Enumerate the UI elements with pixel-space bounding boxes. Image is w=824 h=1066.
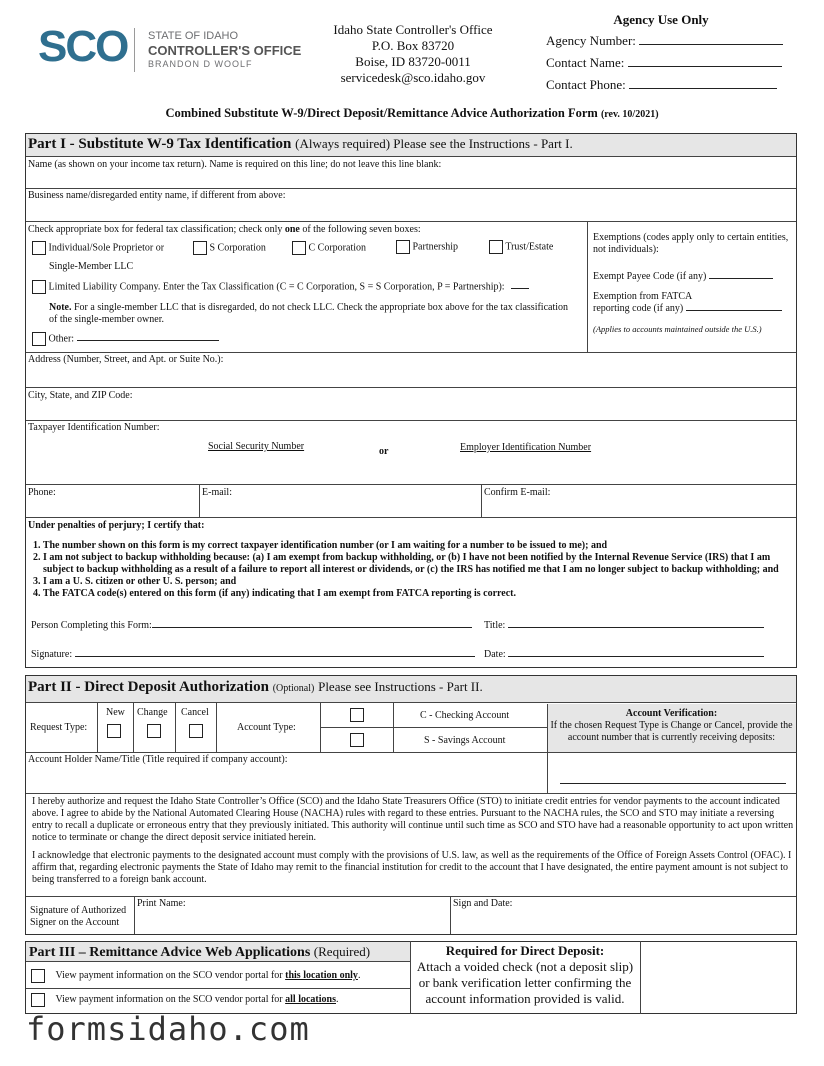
part3-required: (Required) xyxy=(313,944,371,959)
other-label: Other: xyxy=(48,333,75,345)
llc-label: Limited Liability Company. Enter the Tax Classification (C = C Corporation, S = S Corporation, P = Partnership): xyxy=(48,281,505,293)
signature-field[interactable] xyxy=(75,656,475,657)
other-checkbox[interactable] xyxy=(32,332,46,346)
individual-checkbox[interactable] xyxy=(32,241,46,255)
confirm-email-label: Confirm E-mail: xyxy=(484,487,551,498)
print-name-label: Print Name: xyxy=(137,898,186,909)
date-label: Date: xyxy=(484,649,506,660)
account-type-label: Account Type: xyxy=(237,722,296,733)
perjury-heading: Under penalties of perjury; I certify that: xyxy=(28,520,205,531)
single-member-label: Single-Member LLC xyxy=(49,261,134,272)
authorization-text xyxy=(32,796,794,886)
verification-text: If the chosen Request Type is Change or Cancel, provide the account number that is currently receiving deposits: xyxy=(550,720,793,743)
phone-field[interactable] xyxy=(26,499,198,516)
person-completing-label: Person Completing this Form: xyxy=(31,620,152,631)
certification-list xyxy=(33,540,791,600)
name-field[interactable] xyxy=(26,170,796,188)
part2-optional: (Optional) xyxy=(272,683,315,694)
address-label: Address (Number, Street, and Apt. or Suite No.): xyxy=(28,354,224,365)
date-field[interactable] xyxy=(508,656,764,657)
verification-account-field[interactable] xyxy=(560,770,786,784)
c-corp-label: C Corporation xyxy=(308,242,366,254)
s-corp-checkbox[interactable] xyxy=(193,241,207,255)
change-label: Change xyxy=(137,707,168,718)
this-location-label: View payment information on the SCO vendor portal for this location only. xyxy=(55,970,361,982)
fatca-label-1: Exemption from FATCA xyxy=(593,291,693,302)
holder-label: Account Holder Name/Title (Title required if company account): xyxy=(28,754,288,765)
s-corp-label: S Corporation xyxy=(209,242,266,254)
po-box: P.O. Box 83720 xyxy=(371,38,455,53)
sig-auth-label-2: Signer on the Account xyxy=(30,917,120,928)
llc-checkbox[interactable] xyxy=(32,280,46,294)
exempt-payee-label: Exempt Payee Code (if any) xyxy=(593,271,707,282)
part2-note: Please see Instructions - Part II. xyxy=(318,679,483,694)
request-type-label: Request Type: xyxy=(30,722,88,733)
all-locations-label: View payment information on the SCO vendor portal for all locations. xyxy=(55,994,339,1006)
authorization-paragraph-2: I acknowledge that electronic payments to the designated account must comply with the provisions of U.S. law, as well as the requirements of the Office of Foreign Assets Control (OFAC). I affirm that, regarding electronic payments the State of Idaho may remit to the financial institution for credit to the account that I have designated, the entire payment amount is not subject to being transferred to a foreign bank account. xyxy=(32,850,792,885)
cert-item: 4. The FATCA code(s) entered on this form (if any) indicating that I am exempt from FATCA reporting is correct. xyxy=(33,588,516,599)
tin-label: Taxpayer Identification Number: xyxy=(28,422,160,433)
office-address xyxy=(300,22,526,86)
dd-requirement-title: Required for Direct Deposit: xyxy=(445,943,605,958)
office-city: Boise, ID 83720-0011 xyxy=(355,54,471,69)
logo-divider xyxy=(134,28,135,72)
c-corp-checkbox[interactable] xyxy=(292,241,306,255)
logo-line-1: STATE OF IDAHO xyxy=(148,30,239,42)
person-completing-field[interactable] xyxy=(152,627,472,628)
verification-title: Account Verification: xyxy=(625,708,718,719)
city-field[interactable] xyxy=(26,402,796,420)
partnership-checkbox[interactable] xyxy=(396,240,410,254)
email-label: E-mail: xyxy=(202,487,232,498)
dd-requirement-text: Attach a voided check (not a deposit slip) or bank verification letter confirming the account information provided is valid. xyxy=(416,959,634,1006)
checking-label: C - Checking Account xyxy=(420,710,510,721)
email-field[interactable] xyxy=(200,499,480,516)
cert-item: 3. I am a U. S. citizen or other U. S. person; and xyxy=(33,576,237,587)
savings-checkbox[interactable] xyxy=(350,733,364,747)
trust-checkbox[interactable] xyxy=(489,240,503,254)
business-name-label: Business name/disregarded entity name, if different from above: xyxy=(28,190,286,201)
all-locations-checkbox[interactable] xyxy=(31,993,45,1007)
confirm-email-field[interactable] xyxy=(482,499,795,516)
partnership-label: Partnership xyxy=(412,241,459,253)
print-name-field[interactable] xyxy=(136,910,448,933)
ssn-label: Social Security Number xyxy=(208,441,305,452)
sign-date-field[interactable] xyxy=(452,910,795,933)
title-field[interactable] xyxy=(508,627,764,628)
exempt-payee-field[interactable] xyxy=(709,278,773,279)
new-label: New xyxy=(106,707,125,718)
watermark: formsidaho.com xyxy=(26,1010,310,1048)
new-checkbox[interactable] xyxy=(107,724,121,738)
tin-or: or xyxy=(379,446,389,457)
signature-label: Signature: xyxy=(31,649,73,660)
cancel-label: Cancel xyxy=(181,707,209,718)
change-checkbox[interactable] xyxy=(147,724,161,738)
logo-line-2: CONTROLLER'S OFFICE xyxy=(148,43,302,58)
business-name-field[interactable] xyxy=(26,202,796,221)
contact-name-label: Contact Name: xyxy=(546,55,625,70)
this-location-checkbox[interactable] xyxy=(31,969,45,983)
llc-classification-field[interactable] xyxy=(511,288,529,289)
individual-label: Individual/Sole Proprietor or xyxy=(48,242,165,254)
authorization-paragraph-1: I hereby authorize and request the Idaho State Controller’s Office (SCO) and the Idaho State Treasurers Office (STO) to initiate credit entries for vendor payments to the account indicated above. I agree to abide by the National Automated Clearing House (NACHA) rules with regard to these entries. Pursuant to the NACHA rules, the SCO and STO may initiate a reversing entry to recall a duplicate or erroneous entry that they previously initiated. This authority will continue until such time as SCO and STO have had a reasonable opportunity to act upon written notice to terminate or change the direct deposit service initiated herein. xyxy=(32,796,794,843)
checking-checkbox[interactable] xyxy=(350,708,364,722)
direct-deposit-requirement xyxy=(411,943,639,1007)
savings-label: S - Savings Account xyxy=(424,735,506,746)
trust-label: Trust/Estate xyxy=(505,241,554,253)
phone-label: Phone: xyxy=(28,487,56,498)
fatca-label-2: reporting code (if any) xyxy=(593,303,684,314)
classification-instruction: Check appropriate box for federal tax classification; check only one of the following seven boxes: xyxy=(28,224,421,235)
logo-letters: SCO xyxy=(38,22,128,71)
contact-phone-label: Contact Phone: xyxy=(546,77,626,92)
ein-label: Employer Identification Number xyxy=(460,442,592,453)
contact-phone-field[interactable] xyxy=(629,88,777,89)
part1-title: Part I - Substitute W-9 Tax Identification xyxy=(28,136,292,152)
agency-use-title: Agency Use Only xyxy=(613,12,709,27)
form-revision: (rev. 10/2021) xyxy=(600,109,659,120)
sco-logo xyxy=(38,22,308,78)
contact-name-field[interactable] xyxy=(628,66,782,67)
agency-number-label: Agency Number: xyxy=(546,33,636,48)
agency-number-field[interactable] xyxy=(639,44,783,45)
holder-field[interactable] xyxy=(26,766,546,793)
cert-item: 1. The number shown on this form is my correct taxpayer identification number (or I am waiting for a number to be issued to me); and xyxy=(33,540,608,551)
llc-note: Note. For a single-member LLC that is disregarded, do not check LLC. Check the appropriate box above for the tax classification of the single-member owner. xyxy=(49,302,569,325)
exemptions-label: Exemptions (codes apply only to certain entities, not individuals): xyxy=(593,232,789,255)
other-field[interactable] xyxy=(77,340,219,341)
fatca-note: (Applies to accounts maintained outside the U.S.) xyxy=(593,324,762,334)
office-name: Idaho State Controller's Office xyxy=(333,22,493,37)
office-email[interactable]: servicedesk@sco.idaho.gov xyxy=(340,70,486,85)
fatca-field[interactable] xyxy=(686,310,782,311)
address-field[interactable] xyxy=(26,366,796,387)
sig-auth-label-1: Signature of Authorized xyxy=(30,905,127,916)
cancel-checkbox[interactable] xyxy=(189,724,203,738)
part2-title: Part II - Direct Deposit Authorization xyxy=(28,679,269,695)
ein-field[interactable] xyxy=(455,455,605,481)
sign-date-label: Sign and Date: xyxy=(453,898,513,909)
name-label: Name (as shown on your income tax return). Name is required on this line; do not leave this line blank: xyxy=(28,159,442,170)
logo-line-3: BRANDON D WOOLF xyxy=(148,59,253,69)
cert-item: 2. I am not subject to backup withholding because: (a) I am exempt from backup withholding, or (b) I have not been notified by the Internal Revenue Service (IRS) that I am subject to backup withholding as a result of a failure to report all interest or dividends, or (c) the IRS has notified me that I am no longer subject to backup withholding; and xyxy=(33,552,779,575)
agency-use-block xyxy=(546,12,796,93)
title-label: Title: xyxy=(484,620,506,631)
part3-title: Part III – Remittance Advice Web Applications xyxy=(29,945,311,960)
ssn-field[interactable] xyxy=(200,455,330,481)
part1-note: (Always required) Please see the Instructions - Part I. xyxy=(295,136,573,151)
form-title: Combined Substitute W-9/Direct Deposit/Remittance Advice Authorization Form (rev. 10/2021) xyxy=(165,106,659,120)
city-label: City, State, and ZIP Code: xyxy=(28,390,133,401)
exemptions-block xyxy=(593,232,793,335)
